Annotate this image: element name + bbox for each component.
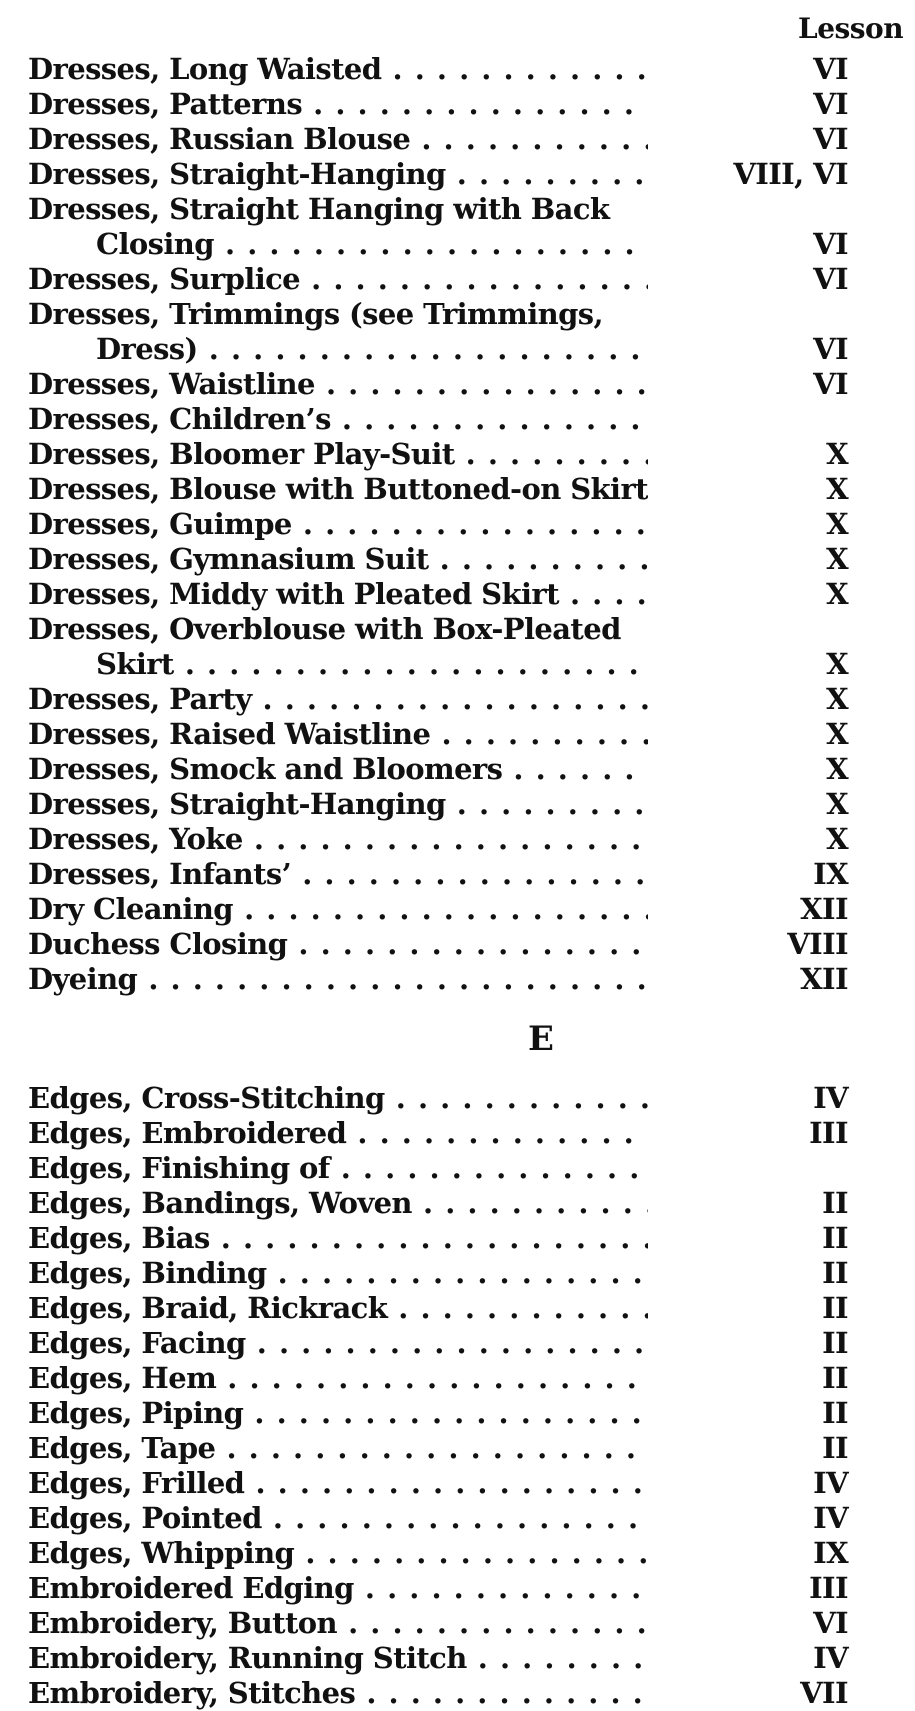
index-entry <box>28 1326 898 1361</box>
lesson-number: VI <box>813 262 848 296</box>
entry-text: Edges, Binding . . . <box>28 1256 648 1291</box>
lesson-column-header: Lesson <box>798 12 904 45</box>
index-entry <box>28 192 898 227</box>
entry-text: Dresses, Overblouse with Box-Pleated <box>28 612 621 646</box>
index-entry <box>28 682 898 717</box>
lesson-number: X <box>826 542 848 576</box>
index-entry <box>28 1676 898 1711</box>
entry-text: Edges, Embroidered . . . <box>28 1116 648 1151</box>
index-entry <box>28 87 898 122</box>
lesson-number: VIII, VI <box>733 157 848 191</box>
entry-text: Dresses, Smock and Bloomers . . . <box>28 752 648 787</box>
lesson-number: IV <box>813 1466 848 1500</box>
lesson-number: IX <box>813 1536 848 1570</box>
index-list <box>28 52 898 1711</box>
entry-text: Edges, Tape . . . <box>28 1431 648 1466</box>
entry-text: Dresses, Patterns . . . <box>28 87 648 122</box>
index-entry <box>28 822 898 857</box>
entry-text: Edges, Pointed . . . <box>28 1501 648 1536</box>
lesson-number: X <box>826 647 848 681</box>
lesson-number: II <box>822 1221 848 1255</box>
index-entry <box>28 1291 898 1326</box>
index-entry <box>28 1081 898 1116</box>
lesson-number: II <box>822 1256 848 1290</box>
index-entry <box>28 927 898 962</box>
entry-text: Edges, Braid, Rickrack . . . <box>28 1291 648 1326</box>
index-entry <box>28 717 898 752</box>
entry-text: Edges, Frilled . . . <box>28 1466 648 1501</box>
entry-text: Embroidered Edging . . . <box>28 1571 648 1606</box>
entry-text: Dresses, Infants’ . . . <box>28 857 648 892</box>
lesson-number: VI <box>813 122 848 156</box>
index-entry <box>28 1221 898 1256</box>
index-entry <box>28 507 898 542</box>
lesson-number: VI <box>813 367 848 401</box>
lesson-number: II <box>822 1361 848 1395</box>
lesson-number: X <box>826 717 848 751</box>
lesson-number: IV <box>813 1081 848 1115</box>
lesson-number: X <box>826 682 848 716</box>
index-entry <box>28 647 898 682</box>
index-entry <box>28 367 898 402</box>
lesson-number: II <box>822 1396 848 1430</box>
entry-text: Edges, Cross-Stitching . . . <box>28 1081 648 1116</box>
index-entry <box>28 122 898 157</box>
index-entry <box>28 402 898 437</box>
entry-text: Dry Cleaning . . . <box>28 892 648 927</box>
lesson-number: VI <box>813 332 848 366</box>
entry-text: Dresses, Surplice . . . <box>28 262 648 297</box>
lesson-number: II <box>822 1431 848 1465</box>
index-entry <box>28 787 898 822</box>
index-entry <box>28 297 898 332</box>
lesson-number: X <box>826 752 848 786</box>
index-entry <box>28 332 898 367</box>
entry-text: Edges, Bias . . . <box>28 1221 648 1256</box>
entry-text: Dresses, Children’s . . . <box>28 402 648 437</box>
index-entry <box>28 857 898 892</box>
lesson-number: VIII <box>787 927 848 961</box>
lesson-number: X <box>826 822 848 856</box>
index-entry <box>28 1536 898 1571</box>
entry-text: Dress) . . . <box>96 332 648 367</box>
lesson-number: III <box>809 1116 848 1150</box>
index-entry <box>28 1396 898 1431</box>
index-entry <box>28 1501 898 1536</box>
entry-text: Dresses, Waistline . . . <box>28 367 648 402</box>
index-entry <box>28 1466 898 1501</box>
entry-text: Dresses, Russian Blouse . . . <box>28 122 648 157</box>
lesson-number: XII <box>800 962 848 996</box>
entry-text: Dresses, Blouse with Buttoned-on Skirt <box>28 472 648 506</box>
lesson-number: II <box>822 1326 848 1360</box>
index-entry <box>28 1151 898 1186</box>
entry-text: Edges, Hem . . . <box>28 1361 648 1396</box>
index-entry <box>28 1256 898 1291</box>
lesson-number: VI <box>813 227 848 261</box>
index-entry <box>28 227 898 262</box>
index-entry <box>28 437 898 472</box>
index-entry <box>28 577 898 612</box>
index-entry <box>28 472 898 507</box>
lesson-number: X <box>826 437 848 471</box>
entry-text: Embroidery, Running Stitch . . . <box>28 1641 648 1676</box>
lesson-number: X <box>826 472 848 506</box>
index-entry <box>28 542 898 577</box>
index-entry <box>28 1606 898 1641</box>
lesson-number: IV <box>813 1641 848 1675</box>
entry-text: Dresses, Guimpe . . . <box>28 507 648 542</box>
entry-text: Dresses, Party . . . <box>28 682 648 717</box>
entry-text: Skirt . . . <box>96 647 648 682</box>
lesson-number: VI <box>813 1606 848 1640</box>
index-entry <box>28 1571 898 1606</box>
index-entry <box>28 1361 898 1396</box>
entry-text: Edges, Facing . . . <box>28 1326 648 1361</box>
entry-text: Duchess Closing . . . <box>28 927 648 962</box>
entry-text: Closing . . . <box>96 227 648 262</box>
lesson-number: VII <box>800 1676 848 1710</box>
lesson-number: XII <box>800 892 848 926</box>
lesson-number: II <box>822 1291 848 1325</box>
section-heading-e <box>28 997 898 1081</box>
entry-text: Dresses, Straight Hanging with Back <box>28 192 610 226</box>
entry-text: Edges, Bandings, Woven . . . <box>28 1186 648 1221</box>
lesson-number: X <box>826 507 848 541</box>
section-letter: E <box>528 1019 554 1059</box>
entry-text: Embroidery, Stitches . . . <box>28 1676 648 1711</box>
entry-text: Edges, Piping . . . <box>28 1396 648 1431</box>
entry-text: Dresses, Straight-Hanging . . . <box>28 157 648 192</box>
entry-text: Dresses, Bloomer Play-Suit . . . <box>28 437 648 472</box>
entry-text: Dresses, Gymnasium Suit . . . <box>28 542 648 577</box>
entry-text: Dresses, Middy with Pleated Skirt . . . <box>28 577 648 612</box>
lesson-number: IV <box>813 1501 848 1535</box>
lesson-number: X <box>826 787 848 821</box>
entry-text: Dresses, Trimmings (see Trimmings, <box>28 297 604 331</box>
index-entry <box>28 1186 898 1221</box>
index-entry <box>28 1641 898 1676</box>
lesson-number: IX <box>813 857 848 891</box>
index-entry <box>28 962 898 997</box>
entry-text: Dresses, Long Waisted . . . <box>28 52 648 87</box>
index-entry <box>28 52 898 87</box>
entry-text: Edges, Finishing of . . . <box>28 1151 648 1186</box>
entry-text: Embroidery, Button . . . <box>28 1606 648 1641</box>
lesson-number: VI <box>813 52 848 86</box>
index-entry <box>28 752 898 787</box>
index-entry <box>28 157 898 192</box>
lesson-number: VI <box>813 87 848 121</box>
entry-text: Dresses, Yoke . . . <box>28 822 648 857</box>
entry-text: Dresses, Straight-Hanging . . . <box>28 787 648 822</box>
lesson-number: II <box>822 1186 848 1220</box>
lesson-number: III <box>809 1571 848 1605</box>
index-entry <box>28 892 898 927</box>
lesson-number: X <box>826 577 848 611</box>
entry-text: Edges, Whipping . . . <box>28 1536 648 1571</box>
entry-text: Dresses, Raised Waistline . . . <box>28 717 648 752</box>
index-entry <box>28 262 898 297</box>
index-entry <box>28 1116 898 1151</box>
index-entry <box>28 612 898 647</box>
entry-text: Dyeing . . . <box>28 962 648 997</box>
index-entry <box>28 1431 898 1466</box>
